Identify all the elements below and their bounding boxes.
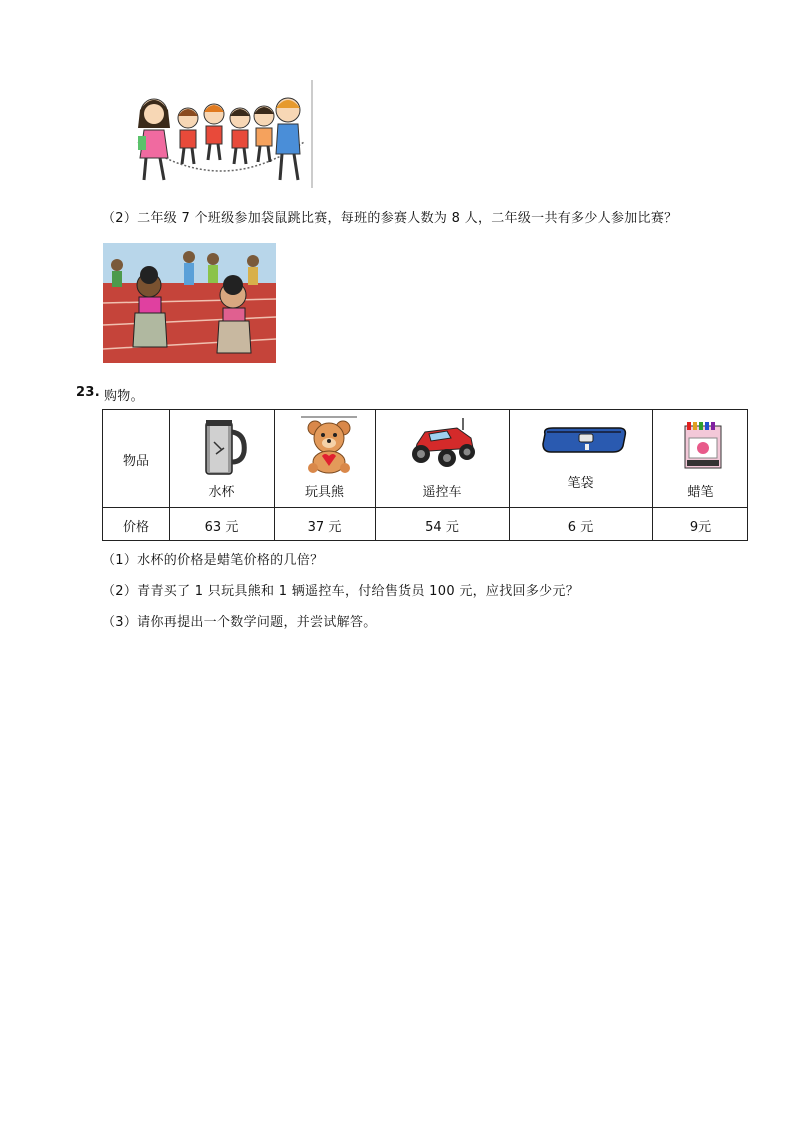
row-header-item: 物品 bbox=[122, 454, 149, 469]
item-name-pencil-case: 笔袋 bbox=[567, 476, 594, 491]
crayon-box-icon bbox=[683, 420, 723, 470]
item-price-bear: 37 元 bbox=[307, 520, 342, 535]
question-22-part-2: （2）二年级 7 个班级参加袋鼠跳比赛，每班的参赛人数为 8 人，二年级一共有多少人参加比赛？ bbox=[102, 211, 678, 226]
question-23-number: 23. bbox=[76, 385, 100, 400]
question-23-part-2: （2）青青买了 1 只玩具熊和 1 辆遥控车，付给售货员 100 元，应找回多少元？ bbox=[102, 584, 580, 599]
item-name-cup: 水杯 bbox=[208, 485, 235, 500]
row-header-price: 价格 bbox=[122, 520, 149, 535]
item-name-crayon: 蜡笔 bbox=[687, 485, 714, 500]
question-23-part-1: （1）水杯的价格是蜡笔价格的几倍？ bbox=[102, 553, 324, 568]
item-name-car: 遥控车 bbox=[422, 485, 462, 500]
item-price-pencil-case: 6 元 bbox=[567, 520, 594, 535]
pencil-case-icon bbox=[539, 424, 629, 456]
item-price-cup: 63 元 bbox=[204, 520, 239, 535]
question-23-title: 购物。 bbox=[104, 389, 144, 404]
question-23-part-3: （3）请你再提出一个数学问题，并尝试解答。 bbox=[102, 615, 377, 630]
shopping-price-table bbox=[102, 409, 748, 541]
item-price-crayon: 9元 bbox=[689, 520, 712, 535]
item-price-car: 54 元 bbox=[425, 520, 459, 535]
item-name-bear: 玩具熊 bbox=[304, 485, 344, 500]
teddy-bear-icon bbox=[301, 416, 357, 474]
sack-race-image bbox=[103, 243, 276, 363]
rc-car-icon bbox=[407, 416, 479, 468]
thermos-cup-icon bbox=[198, 418, 248, 478]
jump-rope-children-image bbox=[126, 80, 316, 188]
